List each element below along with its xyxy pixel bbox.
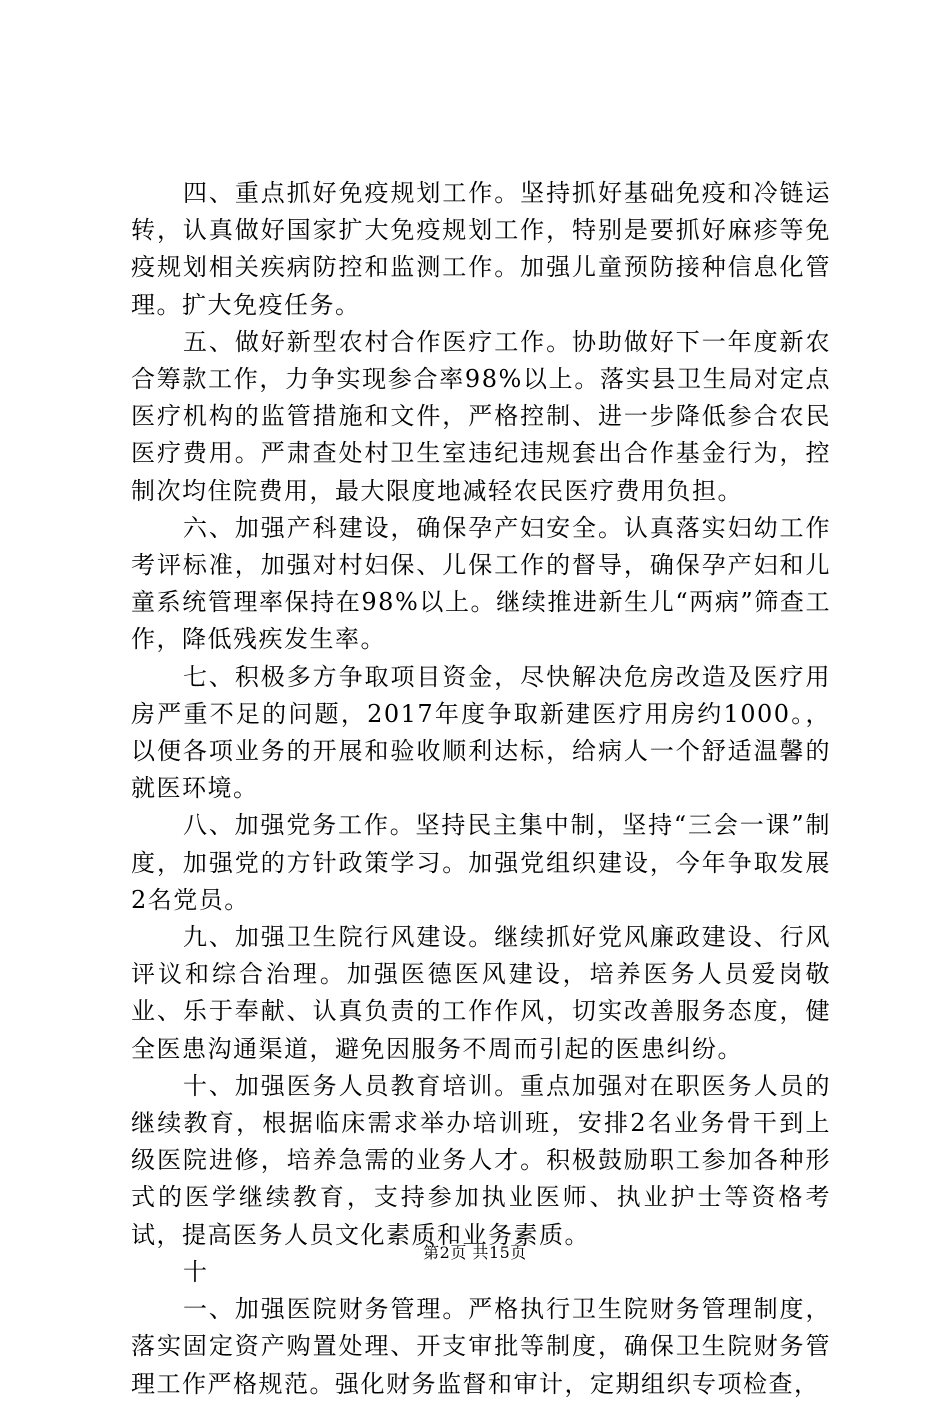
paragraph-section-7: 七、积极多方争取项目资金，尽快解决危房改造及医疗用房严重不足的问题，2017年度争取新建医疗用房约1000。，以便各项业务的开展和验收顺利达标，给病人一个舒适温馨的就医环境。 [131,662,831,803]
paragraph-section-9: 九、加强卫生院行风建设。继续抓好党风廉政建设、行风评议和综合治理。加强医德医风建设，培养医务人员爱岗敬业、乐于奉献、认真负责的工作作风，切实改善服务态度，健全医患沟通渠道，避免因服务不周而引起的医患纠纷。 [131,923,831,1063]
paragraph-section-11: 一、加强医院财务管理。严格执行卫生院财务管理制度，落实固定资产购置处理、开支审批等制度，确保卫生院财务管理工作严格规范。强化财务监督和审计，定期组织专项检查， [131,1295,831,1398]
paragraph-section-5: 五、做好新型农村合作医疗工作。协助做好下一年度新农合筹款工作，力争实现参合率98%以上。落实县卫生局对定点医疗机构的监管措施和文件，严格控制、进一步降低参合农民医疗费用。严肃查处村卫生室违纪违规套出合作基金行为，控制次均住院费用，最大限度地减轻农民医疗费用负担。 [131,327,831,505]
page-number-footer: 第2页 共15页 [423,1243,527,1262]
paragraph-section-4: 四、重点抓好免疫规划工作。坚持抓好基础免疫和冷链运转，认真做好国家扩大免疫规划工作，特别是要抓好麻疹等免疫规划相关疾病防控和监测工作。加强儿童预防接种信息化管理。扩大免疫任务。 [131,179,831,319]
paragraph-section-10: 十、加强医务人员教育培训。重点加强对在职医务人员的继续教育，根据临床需求举办培训班，安排2名业务骨干到上级医院进修，培养急需的业务人才。积极鼓励职工参加各种形式的医学继续教育，支持参加执业医师、执业护士等资格考试，提高医务人员文化素质和业务素质。 [131,1071,831,1249]
paragraph-section-8: 八、加强党务工作。坚持民主集中制，坚持“三会一课”制度，加强党的方针政策学习。加强党组织建设，今年争取发展2名党员。 [131,811,831,914]
paragraph-section-6: 六、加强产科建设，确保孕产妇安全。认真落实妇幼工作考评标准，加强对村妇保、儿保工作的督导，确保孕产妇和儿童系统管理率保持在98%以上。继续推进新生儿“两病”筛查工作，降低残疾发生率。 [131,513,831,654]
paragraph-section-11-heading: 十 [183,1257,209,1286]
document-body [131,175,831,1403]
